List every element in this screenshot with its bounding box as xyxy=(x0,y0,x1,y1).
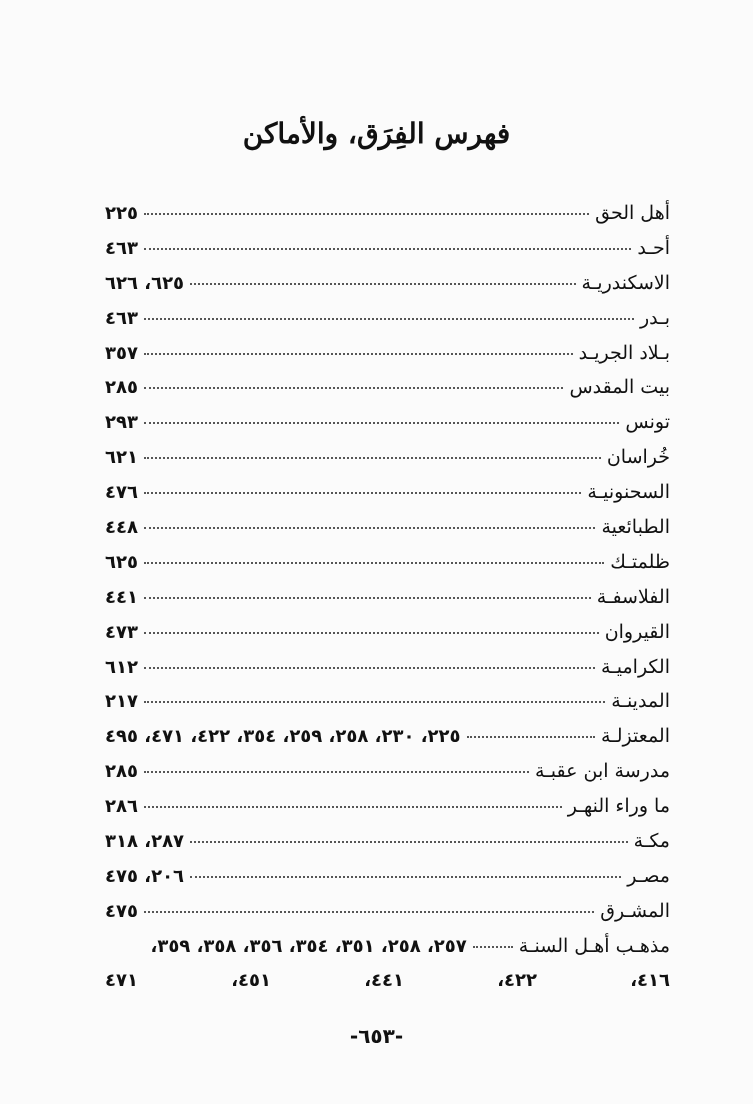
entry-pages: ٦١٢ xyxy=(105,656,138,678)
index-entry-21 xyxy=(105,894,670,929)
dot-leader xyxy=(144,526,595,529)
index-entry-7 xyxy=(105,405,670,440)
entry-pages: ٢٨٥ xyxy=(105,377,138,399)
dot-leader xyxy=(467,735,596,738)
index-entry-4 xyxy=(105,301,670,336)
entry-pages: ٢٨٦ xyxy=(105,796,138,818)
dot-leader xyxy=(144,700,605,703)
entry-term: المدينـة xyxy=(611,690,670,713)
index-entry-22 xyxy=(105,929,670,964)
dot-leader xyxy=(190,282,576,285)
dot-leader xyxy=(190,840,628,843)
entry-term: القيروان xyxy=(604,620,670,643)
index-entry-13 xyxy=(105,615,670,650)
continuation-page: ٤٢٢، xyxy=(497,969,537,991)
page-title: فهرس الفِرَق، والأماكن xyxy=(242,117,511,150)
entry-pages: ٢٢٥ xyxy=(105,203,138,224)
entry-term: مدرسة ابن عقبـة xyxy=(535,760,670,783)
entry-term: الاسكندريـة xyxy=(581,271,670,294)
dot-leader xyxy=(144,386,563,389)
dot-leader xyxy=(144,561,604,564)
index-entry-20 xyxy=(105,859,670,894)
entry-term: خُراسان xyxy=(606,446,670,469)
entry-pages: ٤٦٣ xyxy=(105,237,138,259)
dot-leader xyxy=(144,596,591,599)
index-entry-15 xyxy=(105,684,670,719)
dot-leader xyxy=(144,456,601,459)
entry-pages: ٦٢٥ xyxy=(105,551,138,573)
entry-term: بـلاد الجريـد xyxy=(578,341,670,364)
continuation-page: ٤٤١، xyxy=(364,969,404,991)
dot-leader xyxy=(144,491,581,494)
index-list xyxy=(105,196,670,998)
entry-term: مذهـب أهـل السنـة xyxy=(518,934,670,957)
entry-pages: ٦٢١ xyxy=(105,447,138,469)
entry-pages: ٤٤١ xyxy=(105,586,138,608)
entry-term: تونس xyxy=(625,411,670,434)
index-entry-18 xyxy=(105,789,670,824)
dot-leader xyxy=(144,352,573,355)
dot-leader xyxy=(190,875,621,878)
index-entry-9 xyxy=(105,475,670,510)
index-entry-16 xyxy=(105,719,670,754)
entry-term: مكـة xyxy=(633,830,670,853)
index-entry-continuation xyxy=(105,964,670,999)
entry-term: بـدر xyxy=(639,306,670,329)
dot-leader xyxy=(144,212,589,215)
entry-pages: ٣٥٧ xyxy=(105,342,138,364)
dot-leader xyxy=(144,770,529,773)
continuation-page: ٤٧١ xyxy=(105,969,138,991)
page-number: -٦٥٣- xyxy=(349,1024,404,1048)
entry-pages: ٤٤٨ xyxy=(105,517,138,539)
index-entry-12 xyxy=(105,580,670,615)
entry-pages: ٤٧٣ xyxy=(105,621,138,643)
index-entry-11 xyxy=(105,545,670,580)
index-entry-6 xyxy=(105,370,670,405)
entry-term: السحنونيـة xyxy=(587,481,670,504)
entry-pages: ٢٨٥ xyxy=(105,761,138,783)
index-entry-1 xyxy=(105,196,670,231)
entry-term: بيت المقدس xyxy=(569,376,670,399)
entry-term: أحـد xyxy=(637,236,670,259)
entry-pages: ٢٠٦، ٤٧٥ xyxy=(105,865,185,887)
entry-pages: ٢٥٧، ٢٥٨، ٣٥١، ٣٥٤، ٣٥٦، ٣٥٨، ٣٥٩، xyxy=(150,935,467,957)
entry-term: ظلمتـك xyxy=(610,550,670,573)
dot-leader xyxy=(144,421,619,424)
entry-term: الكراميـة xyxy=(601,655,670,678)
dot-leader xyxy=(144,631,599,634)
continuation-page: ٤١٦، xyxy=(630,969,670,991)
entry-pages: ٢٨٧، ٣١٨ xyxy=(105,831,185,853)
entry-pages: ٢١٧ xyxy=(105,691,138,713)
entry-term: ما وراء النهـر xyxy=(567,795,670,818)
index-entry-2 xyxy=(105,231,670,266)
dot-leader xyxy=(144,247,631,250)
index-entry-8 xyxy=(105,440,670,475)
dot-leader xyxy=(144,910,594,913)
dot-leader xyxy=(144,805,562,808)
entry-term: مصـر xyxy=(627,864,670,887)
dot-leader xyxy=(144,317,634,320)
index-entry-5 xyxy=(105,336,670,371)
entry-pages: ٦٢٥، ٦٢٦ xyxy=(105,272,185,294)
entry-pages: ٢٩٣ xyxy=(105,412,138,434)
dot-leader xyxy=(144,666,595,669)
entry-pages: ٤٦٣ xyxy=(105,307,138,329)
index-entry-17 xyxy=(105,754,670,789)
index-entry-10 xyxy=(105,510,670,545)
entry-term: الطبائعية xyxy=(601,516,670,539)
entry-term: أهل الحق xyxy=(595,202,670,224)
continuation-pages xyxy=(105,964,670,999)
entry-term: المعتزلـة xyxy=(601,725,670,748)
dot-leader xyxy=(473,945,513,948)
index-entry-19 xyxy=(105,824,670,859)
entry-pages: ٢٢٥، ٢٣٠، ٢٥٨، ٢٥٩، ٣٥٤، ٤٢٢، ٤٧١، ٤٩٥ xyxy=(105,726,461,748)
entry-pages: ٤٧٦ xyxy=(105,482,138,504)
entry-pages: ٤٧٥ xyxy=(105,900,138,922)
index-entry-14 xyxy=(105,650,670,685)
index-entry-3 xyxy=(105,266,670,301)
entry-term: الفلاسفـة xyxy=(596,585,670,608)
entry-term: المشـرق xyxy=(600,899,670,922)
continuation-page: ٤٥١، xyxy=(231,969,271,991)
